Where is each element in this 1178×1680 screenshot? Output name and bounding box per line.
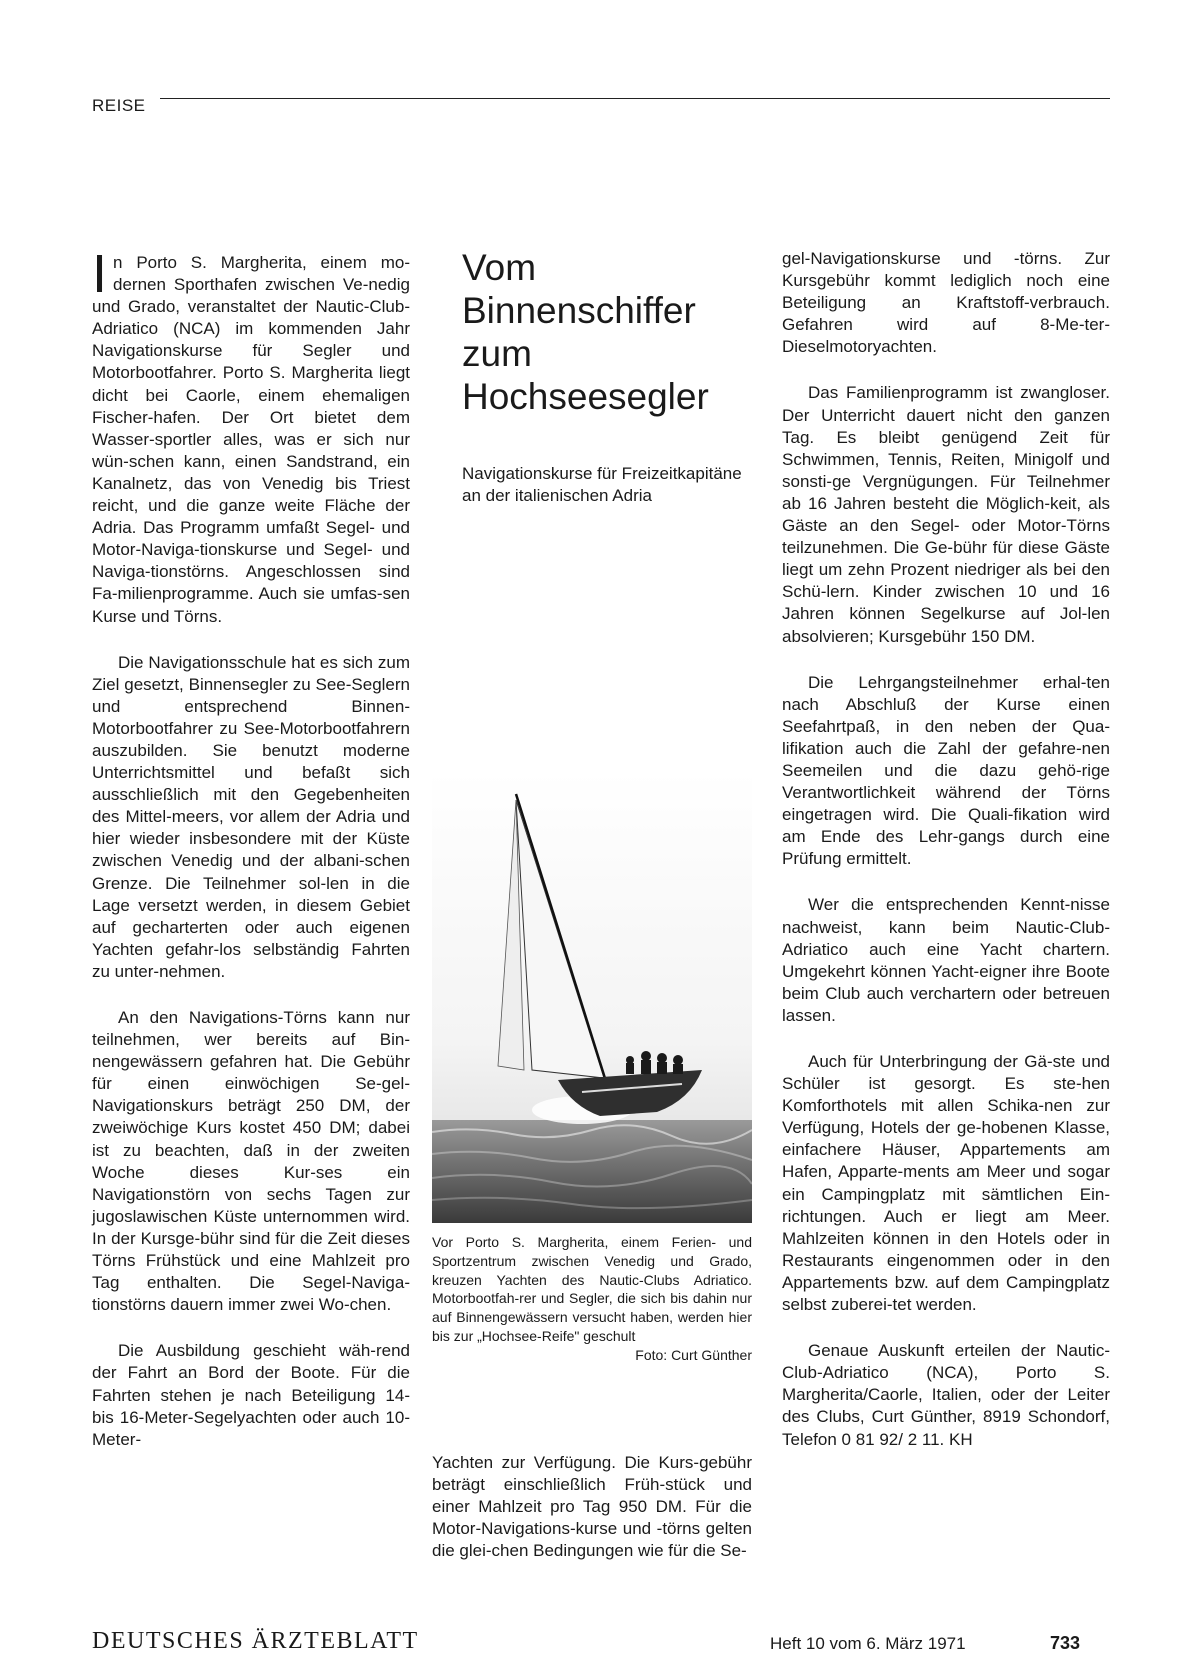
article-right-column: [782, 248, 1110, 1475]
drop-cap: I: [92, 244, 108, 304]
article-middle-column: [432, 1452, 752, 1562]
article-paragraph: gel-Navigationskurse und -törns. Zur Kursgebühr kommt lediglich noch eine Beteiligung an Kraftstoff-verbrauch. Gefahren wird auf 8-Me-ter-Dieselmotoryachten.: [782, 249, 1110, 357]
article-paragraph: Die Navigationsschule hat es sich zum Ziel gesetzt, Binnensegler zu See-Seglern und entsprechend Binnen-Motorbootfahrer zu See-Motorbootfahrern auszubilden. Sie benutzt moderne Unterrichtsmittel und befaßt sich ausschließlich mit den Gegebenheiten des Mittel-meers, vor allem der Adria und hier wieder insbesondere mit der Küste zwischen Venedig und der albani-schen Grenze. Die Teilnehmer sol-len in die Lage versetzt werden, in diesem Gebiet auf gecharterten oder auch eigenen Yachten gefahr-los selbständig Fahrten zu unter-nehmen.: [92, 652, 410, 981]
page-number: 733: [1050, 1633, 1081, 1653]
photo-credit: Foto: Curt Günther: [635, 1346, 752, 1363]
article-paragraph: Genaue Auskunft erteilen der Nautic-Club-Adriatico (NCA), Porto S. Margherita/Caorle, Italien, oder der Leiter des Clubs, Curt Günther, 8919 Schondorf, Telefon 0 81 92/ 2 11. KH: [782, 1341, 1110, 1449]
photo-caption: Vor Porto S. Margherita, einem Ferien- und Sportzentrum zwischen Venedig und Grado, kreuzen Yachten des Nautic-Clubs Adriatico. Motorbootfah-rer und Segler, die sich bis dahin nur auf Binnengewässern versucht haben, werden hier bis zur „Hochsee-Reife" geschult Foto: Curt Günther: [432, 1234, 752, 1363]
article-paragraph: In Porto S. Margherita, einem mo-dernen Sporthafen zwischen Ve-nedig und Grado, veranstaltet der Nautic-Club-Adriatico (NCA) im kommenden Jahr Navigationskurse für Segler und Motorbootfahrer. Porto S. Margherita liegt dicht bei Caorle, einem ehemaligen Fischer-hafen. Der Ort bietet dem Wasser-sportler alles, was er sich nur wün-schen kann, einen Sandstrand, ein Kanalnetz, das von Venedig bis Triest reicht, und die ganze weite Fläche der Adria. Das Programm umfaßt Segel- und Motor-Naviga-tionskurse und Segel- und Naviga-tionstörns. Angeschlossen sind Fa-milienprogramme. Auch sie umfas-sen Kurse und Törns.: [92, 244, 410, 626]
issue-info: Heft 10 vom 6. März 1971: [770, 1634, 966, 1653]
article-paragraph: Wer die entsprechenden Kennt-nisse nachweist, kann beim Nautic-Club-Adriatico auch eine Yacht chartern. Umgekehrt können Yacht-eigner ihre Boote beim Club auch verchartern oder betreuen lassen.: [782, 895, 1110, 1025]
article-paragraph: Auch für Unterbringung der Gä-ste und Schüler ist gesorgt. Es ste-hen Komforthotels mit allen Schika-nen zur Verfügung, Hotels der ge-hobenen Klasse, einfachere Häuser, Appartements am Hafen, Apparte-ments am Meer und sogar ein Campingplatz mit sämtlichen Ein-richtungen. Auch er liegt am Meer. Mahlzeiten können in den Hotels oder in Restaurants eingenommen oder in den Appartements bzw. auf dem Campingplatz selbst zuberei-tet werden.: [782, 1052, 1110, 1315]
article-paragraph: Die Ausbildung geschieht wäh-rend der Fahrt an Bord der Boote. Für die Fahrten stehen je nach Beteiligung 14- bis 16-Meter-Segelyachten oder auch 10-Meter-: [92, 1341, 410, 1449]
journal-name: DEUTSCHES ÄRZTEBLATT: [92, 1628, 419, 1654]
sailboat-photo: [432, 770, 752, 1223]
article-subheadline: Navigationskurse für Freizeitkapitäne an der italienischen Adria: [462, 464, 742, 505]
article-left-column: [92, 244, 410, 1475]
article-headline: Vom Binnenschiffer zum Hochseesegler: [462, 247, 709, 417]
article-paragraph: Das Familienprogramm ist zwangloser. Der Unterricht dauert nicht den ganzen Tag. Es bleibt genügend Zeit für Schwimmen, Tennis, Reiten, Minigolf und sonsti-ge Vergnügungen. Für Teilnehmer ab 16 Jahren besteht die Möglich-keit, als Gäste an den Segel- oder Motor-Törns teilzunehmen. Die Ge-bühr für diese Gäste liegt um zehn Prozent niedriger als bei den Schü-lern. Kinder zwischen 10 und 16 Jahren können Segelkurse auf Jol-len absolvieren; Kursgebühr 150 DM.: [782, 383, 1110, 646]
article-paragraph: An den Navigations-Törns kann nur teilnehmen, wer bereits auf Bin-nengewässern gefahren hat. Die Gebühr für einen einwöchigen Se-gel-Navigationskurs beträgt 250 DM, der zweiwöchige Kurs kostet 450 DM; dabei ist zu beachten, daß in der zweiten Woche dieses Kur-ses ein Navigationstörn von sechs Tagen zur jugoslawischen Küste unternommen wird. In der Kursge-bühr sind für die Zeit dieses Törns Frühstück und eine Mahlzeit pro Tag enthalten. Die Segel-Naviga-tionstörns dauern immer zwei Wo-chen.: [92, 1008, 410, 1315]
section-rule: [160, 98, 1110, 99]
article-paragraph: Die Lehrgangsteilnehmer erhal-ten nach Abschluß der Kurse einen Seefahrtpaß, in den neben der Qua-lifikation auch die Zahl der gefahre-nen Seemeilen und die dazu gehö-rige Verantwortlichkeit während der Törns eingetragen wird. Die Quali-fikation wird am Ende des Lehr-gangs durch eine Prüfung ermittelt.: [782, 672, 1110, 869]
section-label: REISE: [92, 96, 146, 115]
article-paragraph: Yachten zur Verfügung. Die Kurs-gebühr beträgt einschließlich Früh-stück und einer Mahlzeit pro Tag 950 DM. Für die Motor-Navigations-kurse und -törns gelten die glei-chen Bedingungen wie für die Se-: [432, 1453, 752, 1561]
